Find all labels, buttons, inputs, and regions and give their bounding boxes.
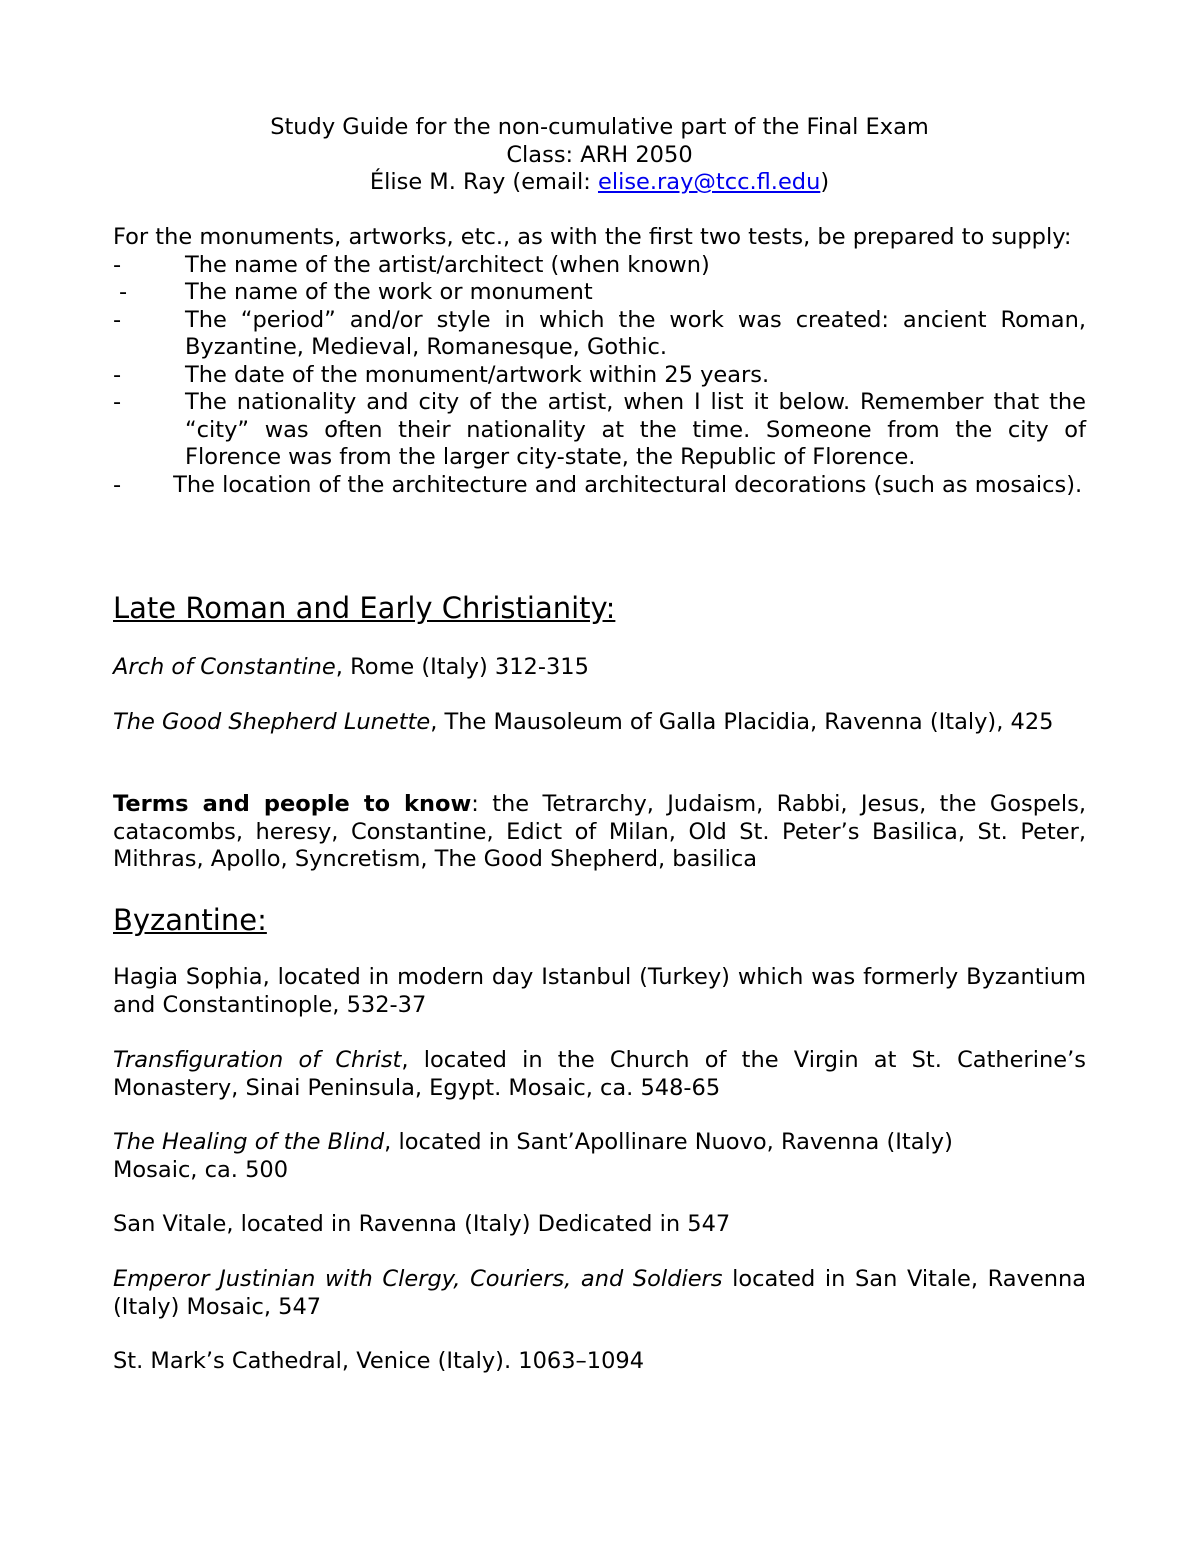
bullet-text: The name of the work or monument	[185, 279, 593, 305]
section-heading-byzantine: Byzantine:	[113, 903, 267, 937]
list-item-last	[113, 472, 1086, 500]
bullet-marker: -	[113, 361, 122, 388]
bullet-marker: -	[113, 306, 122, 333]
artwork-title: Arch of Constantine	[113, 654, 336, 680]
email-link[interactable]: elise.ray@tcc.fl.edu	[597, 169, 821, 195]
author-line	[113, 169, 1086, 197]
artwork-details: located in San Vitale, Ravenna (Italy) Mosaic, 547	[113, 1266, 1087, 1320]
author-prefix: Élise M. Ray (email:	[369, 169, 598, 195]
artwork-title: The Good Shepherd Lunette	[113, 709, 431, 735]
artwork-details: , located in the Church of the Virgin at St. Catherine’s Monastery, Sinai Peninsula, Egypt. Mosaic, ca. 548-65	[113, 1047, 1087, 1101]
artwork-entry	[113, 1266, 1086, 1321]
section-heading-late-roman: Late Roman and Early Christianity:	[113, 591, 616, 625]
list-item	[113, 307, 1086, 362]
bullet-marker: -	[113, 471, 122, 498]
list-item	[113, 362, 1086, 390]
artwork-title: Emperor Justinian with Clergy, Couriers, and Soldiers	[113, 1266, 723, 1292]
artwork-medium: Mosaic, ca. 500	[113, 1156, 289, 1183]
bullet-text: The location of the architecture and architectural decorations (such as mosaics).	[173, 471, 1083, 498]
bullet-marker: -	[113, 251, 122, 278]
intro-section	[113, 224, 1086, 499]
intro-text: For the monuments, artworks, etc., as with the first two tests, be prepared to supply:	[113, 224, 1072, 250]
author-suffix: )	[820, 169, 830, 195]
terms-paragraph	[113, 791, 1086, 874]
bullet-text: The “period” and/or style in which the work was created: ancient Roman, Byzantine, Medieval, Romanesque, Gothic.	[185, 306, 1086, 360]
artwork-entry	[113, 1129, 1086, 1184]
artwork-details: , The Mausoleum of Galla Placidia, Ravenna (Italy), 425	[430, 709, 1054, 735]
bullet-text: The name of the artist/architect (when known)	[185, 251, 710, 278]
artwork-details: , Rome (Italy) 312-315	[335, 654, 589, 680]
bullet-marker: -	[119, 279, 128, 305]
artwork-title: The Healing of the Blind	[113, 1129, 385, 1155]
document-header	[113, 114, 1086, 197]
artwork-entry: Hagia Sophia, located in modern day Istanbul (Turkey) which was formerly Byzantium and Constantinople, 532-37	[113, 964, 1086, 1018]
bullet-text: The nationality and city of the artist, when I list it below. Remember that the “city” was often their nationality at the time. Someone from the city of Florence was from the larger city-state, the Republic of Florence.	[185, 389, 1086, 470]
artwork-entry	[113, 709, 1086, 737]
artwork-details: , located in Sant’Apollinare Nuovo, Ravenna (Italy)	[384, 1129, 953, 1155]
document-title: Study Guide for the non-cumulative part of the Final Exam	[270, 114, 929, 140]
terms-label: Terms and people to know	[113, 791, 472, 817]
list-item	[113, 252, 1086, 280]
list-item	[113, 279, 1086, 307]
artwork-entry: San Vitale, located in Ravenna (Italy) Dedicated in 547	[113, 1211, 731, 1237]
terms-text: : the Tetrarchy, Judaism, Rabbi, Jesus, the Gospels, catacombs, heresy, Constantine, Edict of Milan, Old St. Peter’s Basilica, St. Peter, Mithras, Apollo, Syncretism, The Good Shepherd, basilica	[113, 791, 1086, 872]
bullet-marker: -	[113, 389, 122, 415]
list-item	[113, 389, 1086, 472]
artwork-entry: St. Mark’s Cathedral, Venice (Italy). 1063–1094	[113, 1348, 645, 1374]
bullet-text: The date of the monument/artwork within 25 years.	[185, 361, 770, 388]
artwork-title: Transfiguration of Christ	[113, 1047, 402, 1073]
artwork-entry	[113, 1047, 1086, 1102]
artwork-entry	[113, 654, 1086, 682]
class-line: Class: ARH 2050	[506, 141, 693, 168]
